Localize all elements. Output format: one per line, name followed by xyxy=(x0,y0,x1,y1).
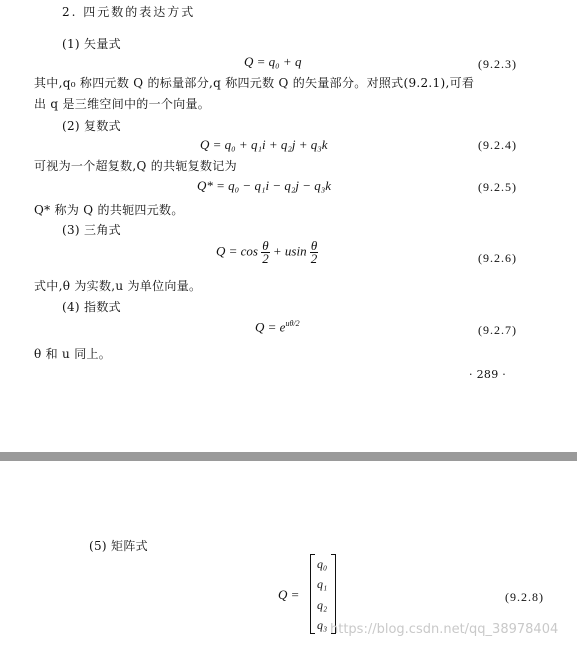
fraction-numerator: θ xyxy=(310,238,318,253)
fraction-denominator: 2 xyxy=(262,251,269,266)
section5-title: (5) 矩阵式 xyxy=(89,539,148,553)
matrix-cell: q₀ xyxy=(317,557,328,571)
equation-conjugate: Q* = q₀ − q₁i − q₂j − q₃k xyxy=(197,178,332,193)
watermark: https://blog.csdn.net/qq_38978404 xyxy=(330,622,559,637)
equation-vector-form: Q = q₀ + q xyxy=(244,54,302,69)
paragraph-line: 式中,θ 为实数,u 为单位向量。 xyxy=(34,279,202,293)
section3-title: (3) 三角式 xyxy=(62,223,121,237)
matrix-cell: q₁ xyxy=(317,577,328,591)
paragraph-line: Q* 称为 Q 的共轭四元数。 xyxy=(34,203,184,217)
paragraph-line: 其中,q₀ 称四元数 Q 的标量部分,q 称四元数 Q 的矢量部分。对照式(9.2.1),可看 xyxy=(34,76,475,90)
equation-matrix-form: Q = xyxy=(278,587,300,602)
equation-number: (9.2.3) xyxy=(478,57,517,71)
equation-part: + usin xyxy=(272,243,307,259)
equation-exponential-form xyxy=(255,319,300,335)
page-divider xyxy=(0,452,577,461)
equation-trig-form xyxy=(216,240,318,265)
equation-part: Q = e xyxy=(255,319,286,335)
fraction-denominator: 2 xyxy=(310,251,318,266)
equation-superscript: uθ/2 xyxy=(285,319,300,328)
section4-title: (4) 指数式 xyxy=(62,300,121,314)
section-heading: 2. 四元数的表达方式 xyxy=(62,5,196,19)
equation-number: (9.2.4) xyxy=(478,138,517,152)
page-number: · 289 · xyxy=(469,368,507,381)
equation-number: (9.2.8) xyxy=(505,590,544,604)
section1-title: (1) 矢量式 xyxy=(62,37,121,51)
fraction-numerator: θ xyxy=(262,238,269,253)
equation-number: (9.2.7) xyxy=(478,323,517,337)
paragraph-line: 出 q 是三维空间中的一个向量。 xyxy=(34,97,211,111)
equation-part: Q = cos xyxy=(216,243,258,259)
equation-complex-form: Q = q₀ + q₁i + q₂j + q₃k xyxy=(200,137,328,152)
matrix-cell: q₃ xyxy=(317,618,328,632)
paragraph-line: θ 和 u 同上。 xyxy=(34,347,112,361)
paragraph-line: 可视为一个超复数,Q 的共轭复数记为 xyxy=(34,159,237,173)
matrix-cell: q₂ xyxy=(317,598,328,612)
fraction xyxy=(261,240,269,265)
equation-number: (9.2.5) xyxy=(478,180,517,194)
section2-title: (2) 复数式 xyxy=(62,119,121,133)
fraction xyxy=(310,240,318,265)
equation-number: (9.2.6) xyxy=(478,251,517,265)
